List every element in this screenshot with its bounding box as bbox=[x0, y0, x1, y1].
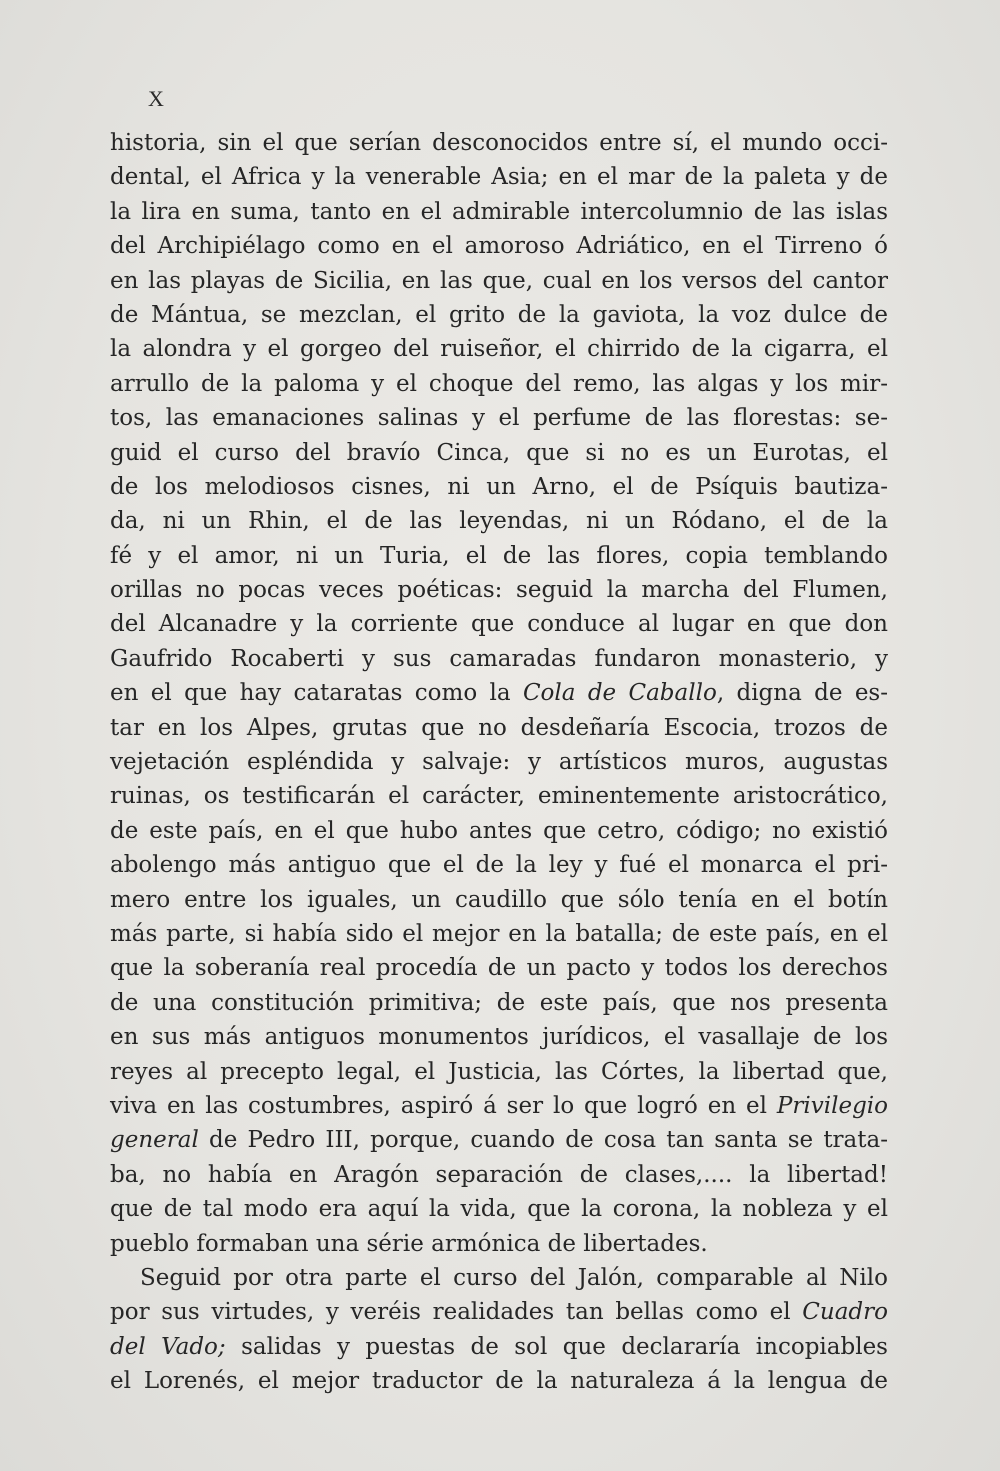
text-line: ba, no había en Aragón separación de clases,.... la libertad! bbox=[110, 1161, 888, 1188]
text-line: orillas no pocas veces poéticas: seguid la marcha del Flumen, bbox=[110, 577, 888, 604]
text-line: que de tal modo era aquí la vida, que la corona, la nobleza y el bbox=[110, 1196, 888, 1223]
paragraph-end-line: pueblo formaban una série armónica de libertades. bbox=[110, 1230, 708, 1257]
text-line: dental, el Africa y la venerable Asia; en el mar de la paleta y de bbox=[110, 164, 888, 191]
text-line: ruinas, os testificarán el carácter, eminentemente aristocrático, bbox=[110, 783, 888, 810]
text-line: la alondra y el gorgeo del ruiseñor, el chirrido de la cigarra, el bbox=[110, 336, 888, 363]
text-line: vejetación espléndida y salvaje: y artísticos muros, augustas bbox=[110, 749, 888, 776]
text-line: en las playas de Sicilia, en las que, cual en los versos del cantor bbox=[110, 267, 888, 294]
text-segment: por sus virtudes, y veréis realidades tan bellas como el bbox=[110, 1299, 803, 1326]
text-line: en sus más antiguos monumentos jurídicos, el vasallaje de los bbox=[110, 1024, 888, 1051]
text-line: del Archipiélago como en el amoroso Adriático, en el Tirreno ó bbox=[110, 233, 888, 260]
text-line: del Alcanadre y la corriente que conduce al lugar en que don bbox=[110, 611, 888, 638]
text-line: de este país, en el que hubo antes que cetro, código; no existió bbox=[110, 817, 888, 844]
text-line: reyes al precepto legal, el Justicia, las Córtes, la libertad que, bbox=[110, 1058, 888, 1085]
text-line-with-italic bbox=[110, 1089, 888, 1123]
text-segment: en el que hay cataratas como la bbox=[110, 680, 523, 707]
text-line: de una constitución primitiva; de este país, que nos presenta bbox=[110, 989, 888, 1016]
italic-title: Cuadro bbox=[802, 1299, 888, 1326]
text-line: tar en los Alpes, grutas que no desdeñaría Escocia, trozos de bbox=[110, 714, 888, 741]
text-line: de los melodiosos cisnes, ni un Arno, el de Psíquis bautiza- bbox=[110, 473, 888, 500]
text-line: Gaufrido Rocaberti y sus camaradas fundaron monasterio, y bbox=[110, 645, 888, 672]
text-segment: , digna de es- bbox=[716, 680, 889, 707]
text-line-with-italic bbox=[110, 1295, 888, 1329]
text-line: más parte, si había sido el mejor en la batalla; de este país, en el bbox=[110, 920, 888, 947]
text-line-with-italic bbox=[110, 676, 888, 710]
text-line: de Mántua, se mezclan, el grito de la gaviota, la voz dulce de bbox=[110, 301, 888, 328]
italic-title: Privilegio bbox=[776, 1092, 888, 1119]
text-line: tos, las emanaciones salinas y el perfume de las florestas: se- bbox=[110, 405, 888, 432]
italic-title: del Vado; bbox=[110, 1333, 226, 1360]
text-line: historia, sin el que serían desconocidos entre sí, el mundo occi- bbox=[110, 130, 888, 156]
text-segment: salidas y puestas de sol que declararía incopiables bbox=[225, 1333, 888, 1360]
text-line: mero entre los iguales, un caudillo que sólo tenía en el botín bbox=[110, 886, 888, 913]
italic-title: general bbox=[110, 1127, 199, 1154]
text-line-with-italic bbox=[110, 1330, 888, 1364]
text-line-with-italic bbox=[110, 1123, 888, 1157]
text-line: abolengo más antiguo que el de la ley y fué el monarca el pri- bbox=[110, 852, 888, 879]
paragraph-start-line: Seguid por otra parte el curso del Jalón, comparable al Nilo bbox=[140, 1264, 888, 1291]
text-line: el Lorenés, el mejor traductor de la naturaleza á la lengua de bbox=[110, 1368, 888, 1395]
text-line: arrullo de la paloma y el choque del remo, las algas y los mir- bbox=[110, 370, 888, 397]
text-line: da, ni un Rhin, el de las leyendas, ni un Ródano, el de la bbox=[110, 508, 888, 535]
text-line: la lira en suma, tanto en el admirable intercolumnio de las islas bbox=[110, 198, 888, 225]
text-line: guid el curso del bravío Cinca, que si no es un Eurotas, el bbox=[110, 439, 888, 466]
italic-title: Cola de Caballo bbox=[522, 680, 717, 707]
text-line: fé y el amor, ni un Turia, el de las flores, copia temblando bbox=[110, 542, 888, 569]
text-segment: viva en las costumbres, aspiró á ser lo que logró en el bbox=[110, 1092, 777, 1119]
text-segment: de Pedro III, porque, cuando de cosa tan santa se trata- bbox=[198, 1127, 888, 1154]
text-line: que la soberanía real procedía de un pacto y todos los derechos bbox=[110, 955, 888, 982]
body-text bbox=[110, 126, 888, 1398]
page-number: X bbox=[148, 86, 164, 111]
